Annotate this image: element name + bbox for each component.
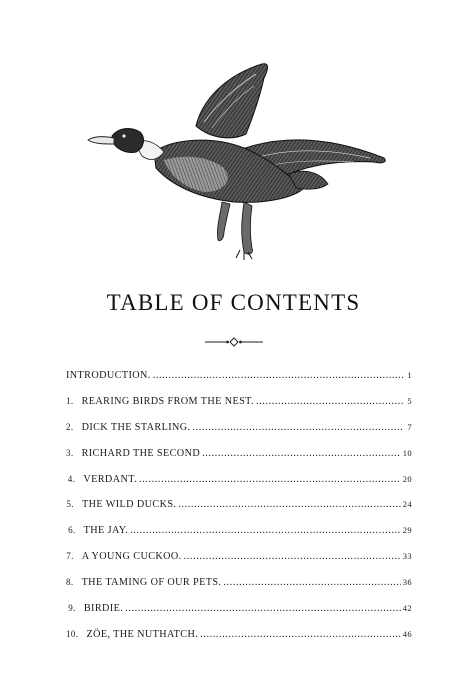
toc-entry[interactable] bbox=[66, 370, 412, 396]
dot-leader bbox=[153, 370, 404, 381]
toc-entry-number: 6. bbox=[68, 525, 76, 536]
toc-entry-number: 2. bbox=[66, 421, 74, 432]
toc-entry-page: 36 bbox=[402, 577, 412, 588]
dot-leader bbox=[202, 448, 401, 459]
toc-entry[interactable] bbox=[66, 525, 412, 551]
toc-entry[interactable] bbox=[66, 551, 412, 577]
divider-ornament bbox=[205, 336, 263, 348]
toc-entry-number: 1. bbox=[66, 395, 74, 406]
dot-leader bbox=[256, 396, 404, 407]
toc-entry-title: THE JAY. bbox=[83, 525, 129, 537]
toc-entry-page: 7 bbox=[407, 421, 412, 432]
toc-entry-page: 46 bbox=[402, 628, 412, 639]
toc-entry-page: 20 bbox=[402, 473, 412, 484]
toc-entry-title: ZÖE, THE NUTHATCH. bbox=[86, 628, 199, 640]
toc-entry[interactable] bbox=[66, 603, 412, 629]
toc-entry-page: 5 bbox=[407, 395, 412, 406]
dot-leader bbox=[200, 629, 401, 640]
toc-entry[interactable] bbox=[66, 499, 412, 525]
toc-entry[interactable] bbox=[66, 396, 412, 422]
toc-entry-title: DICK THE STARLING. bbox=[81, 421, 191, 433]
toc-entry-page: 33 bbox=[402, 551, 412, 562]
toc-entry-number: 5. bbox=[66, 499, 74, 510]
toc-entry-title: VERDANT. bbox=[83, 473, 138, 485]
dot-leader bbox=[130, 525, 400, 536]
page-title: TABLE OF CONTENTS bbox=[106, 290, 361, 315]
toc-entry-number: 7. bbox=[66, 551, 74, 562]
dot-leader bbox=[178, 499, 400, 510]
toc-entry[interactable] bbox=[66, 577, 412, 603]
toc-entry-number: 9. bbox=[68, 603, 76, 614]
toc-entry-page: 29 bbox=[402, 525, 412, 536]
dot-leader bbox=[139, 474, 401, 485]
toc-entry-number: 8. bbox=[66, 577, 74, 588]
toc-entry-number: 10. bbox=[66, 628, 79, 639]
toc-entry-title: RICHARD THE SECOND bbox=[81, 447, 201, 459]
toc-entry-title: REARING BIRDS FROM THE NEST. bbox=[81, 395, 254, 407]
table-of-contents bbox=[66, 370, 412, 655]
duck-illustration bbox=[84, 56, 392, 261]
toc-entry-number: 3. bbox=[66, 447, 74, 458]
toc-entry[interactable] bbox=[66, 629, 412, 655]
toc-entry-page: 1 bbox=[407, 370, 412, 380]
toc-entry[interactable] bbox=[66, 422, 412, 448]
dot-leader bbox=[125, 603, 401, 614]
dot-leader bbox=[184, 551, 401, 562]
toc-entry-page: 10 bbox=[402, 447, 412, 458]
toc-entry-title: INTRODUCTION. bbox=[66, 370, 151, 381]
toc-entry-number: 4. bbox=[67, 473, 76, 484]
toc-entry-title: THE WILD DUCKS. bbox=[81, 499, 177, 511]
toc-entry-title: THE TAMING OF OUR PETS. bbox=[81, 577, 222, 589]
dot-leader bbox=[223, 577, 400, 588]
toc-entry-title: A YOUNG CUCKOO. bbox=[81, 551, 182, 563]
toc-entry[interactable] bbox=[66, 448, 412, 474]
toc-entry-title: BIRDIE. bbox=[83, 603, 124, 615]
toc-entry-page: 42 bbox=[402, 603, 412, 614]
toc-entry-page: 24 bbox=[402, 499, 412, 510]
toc-entry[interactable] bbox=[66, 474, 412, 500]
dot-leader bbox=[192, 422, 404, 433]
